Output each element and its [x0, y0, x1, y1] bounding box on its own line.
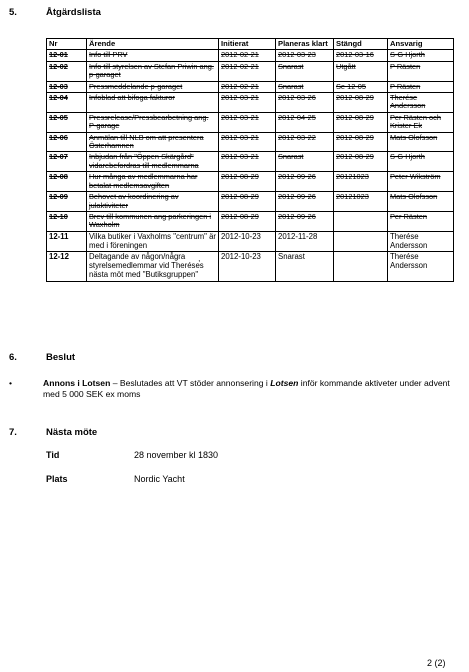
cell-arende: Inbjudan från "Öppen Skärgård" vidarebefordras till medlemmarna — [87, 152, 219, 172]
cell-planeras: 2012-09-26 — [276, 192, 334, 212]
cell-planeras: Snarast — [276, 81, 334, 92]
header-ansvarig: Ansvarig — [388, 39, 454, 50]
cell-stangd — [334, 211, 388, 231]
cell-arende: Pressrelease/Pressbearbetning ang. P-garage — [87, 112, 219, 132]
cell-ansvarig: Peter Wikström — [388, 172, 454, 192]
cell-arende: Pressmeddelande p-garaget — [87, 81, 219, 92]
cell-planeras: 2012-11-28 — [276, 231, 334, 252]
cell-planeras: Snarast — [276, 252, 334, 281]
cell-arende: Info till PRV — [87, 50, 219, 61]
cell-nr: 12-02 — [47, 61, 87, 81]
cell-nr: 12-03 — [47, 81, 87, 92]
cell-stangd: 2012-08-29 — [334, 112, 388, 132]
cell-arende: Infoblad att bifoga fakturor — [87, 93, 219, 113]
table-header-row — [47, 39, 454, 50]
cell-nr: 12-06 — [47, 132, 87, 152]
table-row — [47, 50, 454, 61]
cell-initierat: 2012-03-21 — [219, 152, 276, 172]
cell-nr: 12-12 — [47, 252, 87, 281]
section-number: 5. — [9, 7, 17, 18]
cell-ansvarig: Per Rästen — [388, 211, 454, 231]
cell-arende: Deltagande av någon/några styrelsemedlemmar vid Therése̕s nästa möt med "Butiksgruppen" — [87, 252, 219, 281]
header-planeras: Planeras klart — [276, 39, 334, 50]
cell-nr: 12-08 — [47, 172, 87, 192]
table-row — [47, 93, 454, 113]
cell-stangd — [334, 252, 388, 281]
cell-initierat: 2012-08-29 — [219, 192, 276, 212]
section-title: Beslut — [46, 352, 76, 363]
cell-initierat: 2012-02-21 — [219, 50, 276, 61]
cell-nr: 12-11 — [47, 231, 87, 252]
cell-planeras: 2012-04-25 — [276, 112, 334, 132]
table-row — [47, 81, 454, 92]
time-label: Tid — [46, 450, 60, 460]
cell-ansvarig: P Rästen — [388, 61, 454, 81]
cell-planeras: Snarast — [276, 152, 334, 172]
section-number: 6. — [9, 352, 17, 363]
action-list-table — [46, 38, 454, 282]
cell-ansvarig: Therése Andersson — [388, 93, 454, 113]
cell-ansvarig: Mats Olofsson — [388, 192, 454, 212]
cell-nr: 12-09 — [47, 192, 87, 212]
cell-planeras: 2012-09-26 — [276, 172, 334, 192]
table-row — [47, 132, 454, 152]
cell-arende: Anmälan till NLB om att presentera Österhamnen — [87, 132, 219, 152]
cell-initierat: 2012-03-21 — [219, 132, 276, 152]
cell-initierat: 2012-10-23 — [219, 252, 276, 281]
table-row — [47, 192, 454, 212]
cell-initierat: 2012-10-23 — [219, 231, 276, 252]
cell-initierat: 2012-08-29 — [219, 172, 276, 192]
cell-initierat: 2012-03-21 — [219, 93, 276, 113]
decision-lead: Annons i Lotsen — [43, 378, 111, 388]
cell-ansvarig: Per Rästen och Krister Ek — [388, 112, 454, 132]
header-stangd: Stängd — [334, 39, 388, 50]
cell-arende: Brev till kommunen ang parkeringen i Waxholm — [87, 211, 219, 231]
header-arende: Ärende — [87, 39, 219, 50]
section-title: Nästa möte — [46, 427, 98, 438]
cell-stangd — [334, 231, 388, 252]
cell-ansvarig: Therése Andersson — [388, 231, 454, 252]
header-nr: Nr — [47, 39, 87, 50]
cell-ansvarig: S-G Hjorth — [388, 50, 454, 61]
cell-arende: Info till styrelsen av Stefan Priwin ang. p-garaget — [87, 61, 219, 81]
cell-arende: Behovet av koordinering av julaktiviteter — [87, 192, 219, 212]
cell-ansvarig: S-G Hjorth — [388, 152, 454, 172]
table-row — [47, 252, 454, 281]
table-row — [47, 231, 454, 252]
cell-stangd: Se 12-05 — [334, 81, 388, 92]
cell-stangd: 20121023 — [334, 172, 388, 192]
bullet-icon: • — [9, 378, 13, 388]
table-row — [47, 211, 454, 231]
cell-stangd: 2012-08-29 — [334, 93, 388, 113]
place-label: Plats — [46, 474, 68, 484]
cell-stangd: 20121023 — [334, 192, 388, 212]
section-title: Åtgärdslista — [46, 7, 101, 18]
time-value: 28 november kl 1830 — [134, 450, 219, 460]
place-value: Nordic Yacht — [134, 474, 185, 484]
header-initierat: Initierat — [219, 39, 276, 50]
cell-ansvarig: Therése Andersson — [388, 252, 454, 281]
section-number: 7. — [9, 427, 17, 438]
cell-nr: 12-05 — [47, 112, 87, 132]
cell-initierat: 2012-08-29 — [219, 211, 276, 231]
cell-stangd: Utgått — [334, 61, 388, 81]
page-number: 2 (2) — [427, 658, 446, 668]
cell-nr: 12-04 — [47, 93, 87, 113]
cell-planeras: 2012-03-22 — [276, 132, 334, 152]
table-row — [47, 152, 454, 172]
cell-arende: Vilka butiker i Vaxholms "centrum" är med i föreningen — [87, 231, 219, 252]
cell-planeras: 2012-03-26 — [276, 93, 334, 113]
cell-ansvarig: Mats Olofsson — [388, 132, 454, 152]
cell-planeras: Snarast — [276, 61, 334, 81]
table-row — [47, 112, 454, 132]
decision-text-a: – Beslutades att VT stöder annonsering i — [110, 378, 271, 388]
cell-initierat: 2012-03-21 — [219, 112, 276, 132]
cell-ansvarig: P Rästen — [388, 81, 454, 92]
cell-arende: Hur många av medlemmarna har betalat medlemsavgiften — [87, 172, 219, 192]
cell-planeras: 2012-03-23 — [276, 50, 334, 61]
decision-emphasis: Lotsen — [270, 378, 299, 388]
cell-planeras: 2012-09-26 — [276, 211, 334, 231]
cell-stangd: 2012-08-29 — [334, 152, 388, 172]
cell-nr: 12-01 — [47, 50, 87, 61]
decision-text — [43, 378, 453, 400]
cell-nr: 12-07 — [47, 152, 87, 172]
cell-initierat: 2012-02-21 — [219, 61, 276, 81]
table-row — [47, 172, 454, 192]
cell-stangd: 2012-03-16 — [334, 50, 388, 61]
cell-stangd: 2012-08-29 — [334, 132, 388, 152]
cell-nr: 12-10 — [47, 211, 87, 231]
cell-initierat: 2012-02-21 — [219, 81, 276, 92]
table-row — [47, 61, 454, 81]
decision-text-b: inför kommande aktiveter under advent med 5 000 SEK ex moms — [43, 378, 450, 399]
